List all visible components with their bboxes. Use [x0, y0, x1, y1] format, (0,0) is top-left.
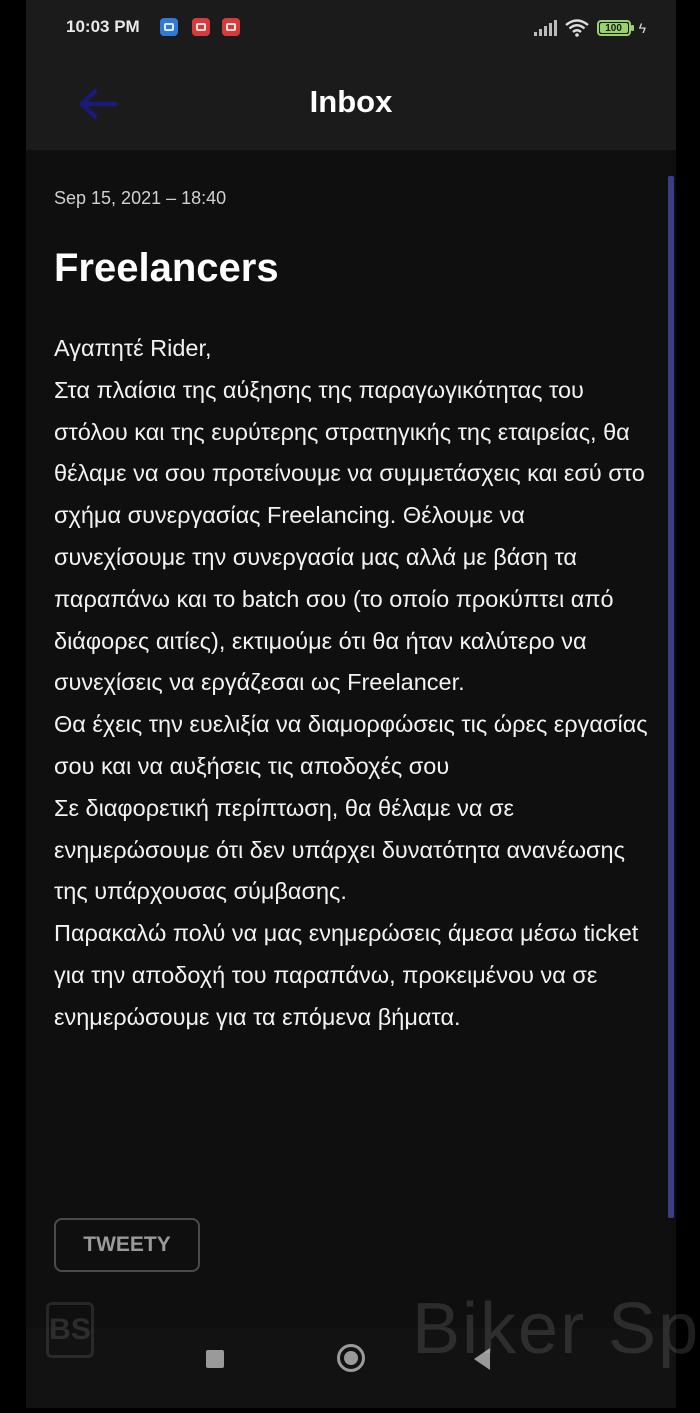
notification-app-icon-red: [192, 18, 210, 36]
message-date: Sep 15, 2021 – 18:40: [54, 188, 227, 208]
charging-icon: ϟ: [638, 20, 646, 36]
app-header: [26, 58, 676, 150]
wifi-icon: [565, 19, 589, 37]
scrollbar[interactable]: [668, 176, 674, 1218]
battery-icon: [597, 20, 631, 36]
battery-text: 100: [605, 22, 622, 34]
recent-apps-icon[interactable]: [206, 1350, 224, 1368]
status-time: 10:03 PM: [66, 17, 140, 36]
sender-tag-button[interactable]: TWEETY: [54, 1218, 200, 1272]
watermark-text: Biker Sp: [412, 1289, 700, 1369]
notification-app-icon-blue: [160, 18, 178, 36]
phone-screen: [26, 0, 676, 1413]
page-title: Inbox: [309, 84, 393, 119]
watermark-logo: BS: [46, 1302, 94, 1358]
message-title: Freelancers: [54, 246, 279, 290]
home-icon[interactable]: [337, 1344, 365, 1372]
notification-app-icon-red: [222, 18, 240, 36]
message-body: Αγαπητέ Rider, Στα πλαίσια της αύξησης της παραγωγικότητας του στόλου και της ευρύτερης στρατηγικής της εταιρείας, θα θέλαμε να σου προτείνουμε να συμμετάσχεις και εσύ στο σχήμα συνεργασίας Freelancing. Θέλουμε να συνεχίσουμε την συνεργασία μας αλλά με βάση τα παραπάνω και το batch σου (το οποίο προκύπτει από διάφορες αιτίες), εκτιμούμε ότι θα ήταν καλύτερο να συνεχίσεις να εργάζεσαι ως Freelancer. Θα έχεις την ευελιξία να διαμορφώσεις τις ώρες εργασίας σου και να αυξήσεις τις αποδοχές σου Σε διαφορετική περίπτωση, θα θέλαμε να σε ενημερώσουμε ότι δεν υπάρχει δυνατότητα ανανέωσης της υπάρχουσας σύμβασης. Παρακαλώ πολύ να μας ενημερώσεις άμεσα μέσω ticket για την αποδοχή του παραπάνω, προκειμένου να σε ενημερώσουμε για τα επόμενα βήματα.: [54, 335, 648, 1030]
status-icons: [534, 16, 646, 40]
signal-icon: [534, 20, 557, 36]
message-view[interactable]: [26, 150, 676, 1328]
status-bar: [26, 0, 676, 58]
